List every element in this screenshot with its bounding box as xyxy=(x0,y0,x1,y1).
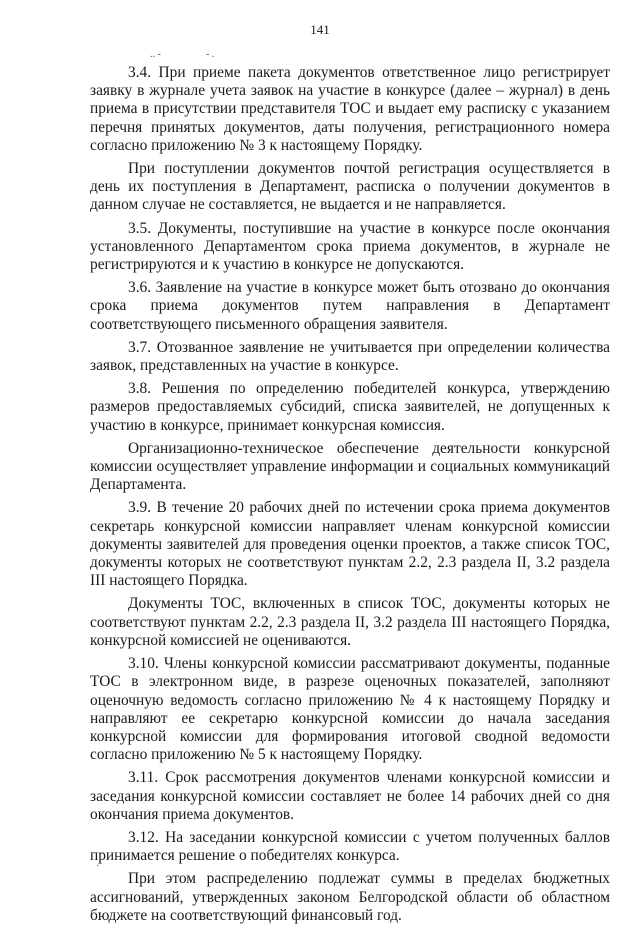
paragraph-3-5: 3.5. Документы, поступившие на участие в конкурсе после окончания установленного Департаментом срока приема документов, в журнале не регистрируются и к участию в конкурсе не допускаются. xyxy=(90,219,610,274)
paragraph-3-9: 3.9. В течение 20 рабочих дней по истечении срока приема документов секретарь конкурсной комиссии направляет членам конкурсной комиссии документы заявителей для проведения оценки проектов, а также список ТОС, документы которых не соответствуют пунктам 2.2, 2.3 раздела II, 3.2 раздела III настоящего Порядка. xyxy=(90,499,610,590)
paragraph-budget-distribution: При этом распределению подлежат суммы в пределах бюджетных ассигнований, утвержденных законом Белгородской области об областном бюджете на соответствующий финансовый год. xyxy=(90,870,610,924)
paragraph-3-10: 3.10. Члены конкурсной комиссии рассматривают документы, поданные ТОС в электронном виде, в разрезе оценочных показателей, заполняют оценочную ведомость согласно приложению № 4 к настоящему Порядку и направляют ее секретарю конкурсной комиссии до начала заседания конкурсной комиссии для формирования итоговой сводной ведомости согласно приложению № 5 к настоящему Порядку. xyxy=(90,655,610,764)
paragraph-organizational-support: Организационно-техническое обеспечение деятельности конкурсной комиссии осуществляет управление информации и социальных коммуникаций Департамента. xyxy=(90,439,610,494)
scan-speck: · xyxy=(96,861,100,872)
paragraph-3-8: 3.8. Решения по определению победителей конкурса, утверждению размеров предоставляемых субсидий, списка заявителей, не допущенных к участию в конкурсе, принимает конкурсная комиссия. xyxy=(90,380,610,434)
paragraph-3-7: 3.7. Отозванное заявление не учитывается при определении количества заявок, представленных на участие в конкурсе. xyxy=(90,338,610,375)
paragraph-tos-not-evaluated: Документы ТОС, включенных в список ТОС, документы которых не соответствуют пунктам 2.2, 2.3 раздела II, 3.2 раздела III настоящего Порядка, конкурсной комиссией не оцениваются. xyxy=(90,595,610,649)
scan-speck: - . xyxy=(206,49,215,60)
paragraph-3-12: 3.12. На заседании конкурсной комиссии с учетом полученных баллов принимается решение о победителях конкурса. xyxy=(90,828,610,865)
page-number: 141 xyxy=(310,22,330,37)
paragraph-3-4: 3.4. При приеме пакета документов ответственное лицо регистрирует заявку в журнале учета заявок на участие в конкурсе (далее – журнал) в день приема в присутствии представителя ТОС и выдает ему расписку с указанием перечня принятых документов, даты получения, регистрационного номера согласно приложению № 3 к настоящему Порядку. xyxy=(90,64,610,154)
paragraph-3-11: 3.11. Срок рассмотрения документов членами конкурсной комиссии и заседания конкурсной комиссии составляет не более 14 рабочих дней со дня окончания приема документов. xyxy=(90,769,610,823)
document-body xyxy=(90,64,610,930)
scan-speck: .. - xyxy=(150,49,161,60)
paragraph-3-6: 3.6. Заявление на участие в конкурсе может быть отозвано до окончания срока приема документов путем направления в Департамент соответствующего письменного обращения заявителя. xyxy=(90,279,610,333)
paragraph-mail-registration: При поступлении документов почтой регистрация осуществляется в день их поступления в Департамент, расписка о получении документов в данном случае не составляется, не выдается и не направляется. xyxy=(90,160,610,214)
